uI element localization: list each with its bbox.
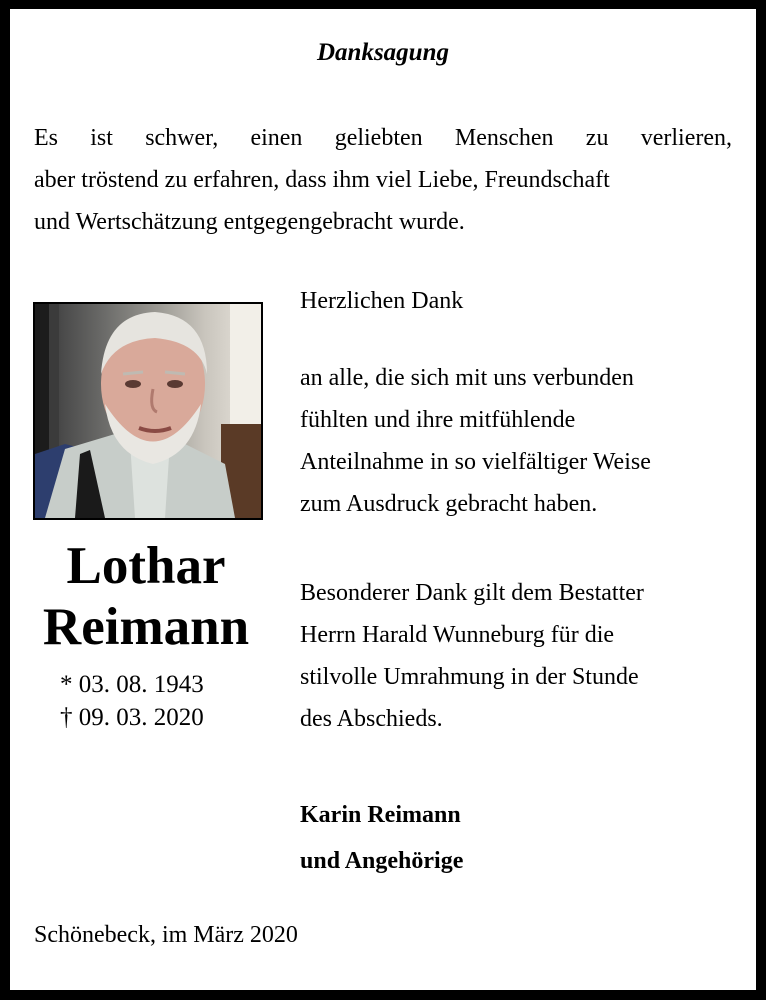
thanks-paragraph-1 (300, 357, 651, 525)
obituary-card (10, 9, 756, 990)
portrait-illustration (35, 304, 261, 518)
intro-line-2: aber tröstend zu erfahren, dass ihm viel Liebe, Freundschaft (34, 167, 610, 193)
thanks-p2-line: stilvolle Umrahmung in der Stunde (300, 664, 639, 690)
thanks-p1-line: Anteilnahme in so vielfältiger Weise (300, 449, 651, 475)
intro-line-3: und Wertschätzung entgegengebracht wurde. (34, 209, 465, 235)
deceased-first-name: Lothar (66, 537, 226, 595)
place-and-date: Schönebeck, im März 2020 (34, 922, 298, 948)
signature-line: und Angehörige (300, 848, 464, 874)
thanks-p2-line: Besonderer Dank gilt dem Bestatter (300, 580, 644, 606)
thanks-p1-line: zum Ausdruck gebracht haben. (300, 491, 598, 517)
death-date: † 09. 03. 2020 (60, 704, 204, 731)
thanks-p2-line: des Abschieds. (300, 706, 443, 732)
intro-line-1: Es ist schwer, einen geliebten Menschen zu verlieren, (34, 125, 732, 151)
deceased-last-name: Reimann (42, 598, 250, 656)
thanks-p1-line: fühlten und ihre mitfühlende (300, 407, 576, 433)
thanks-title: Herzlichen Dank (300, 288, 464, 314)
portrait-photo (33, 302, 263, 520)
signature (300, 792, 463, 884)
birth-date: * 03. 08. 1943 (60, 671, 204, 698)
intro-text (34, 117, 732, 243)
thanks-paragraph-2 (300, 572, 644, 740)
thanks-p2-line: Herrn Harald Wunneburg für die (300, 622, 615, 648)
thanks-p1-line: an alle, die sich mit uns verbunden (300, 365, 634, 391)
signature-line: Karin Reimann (300, 802, 461, 828)
heading: Danksagung (317, 39, 449, 66)
